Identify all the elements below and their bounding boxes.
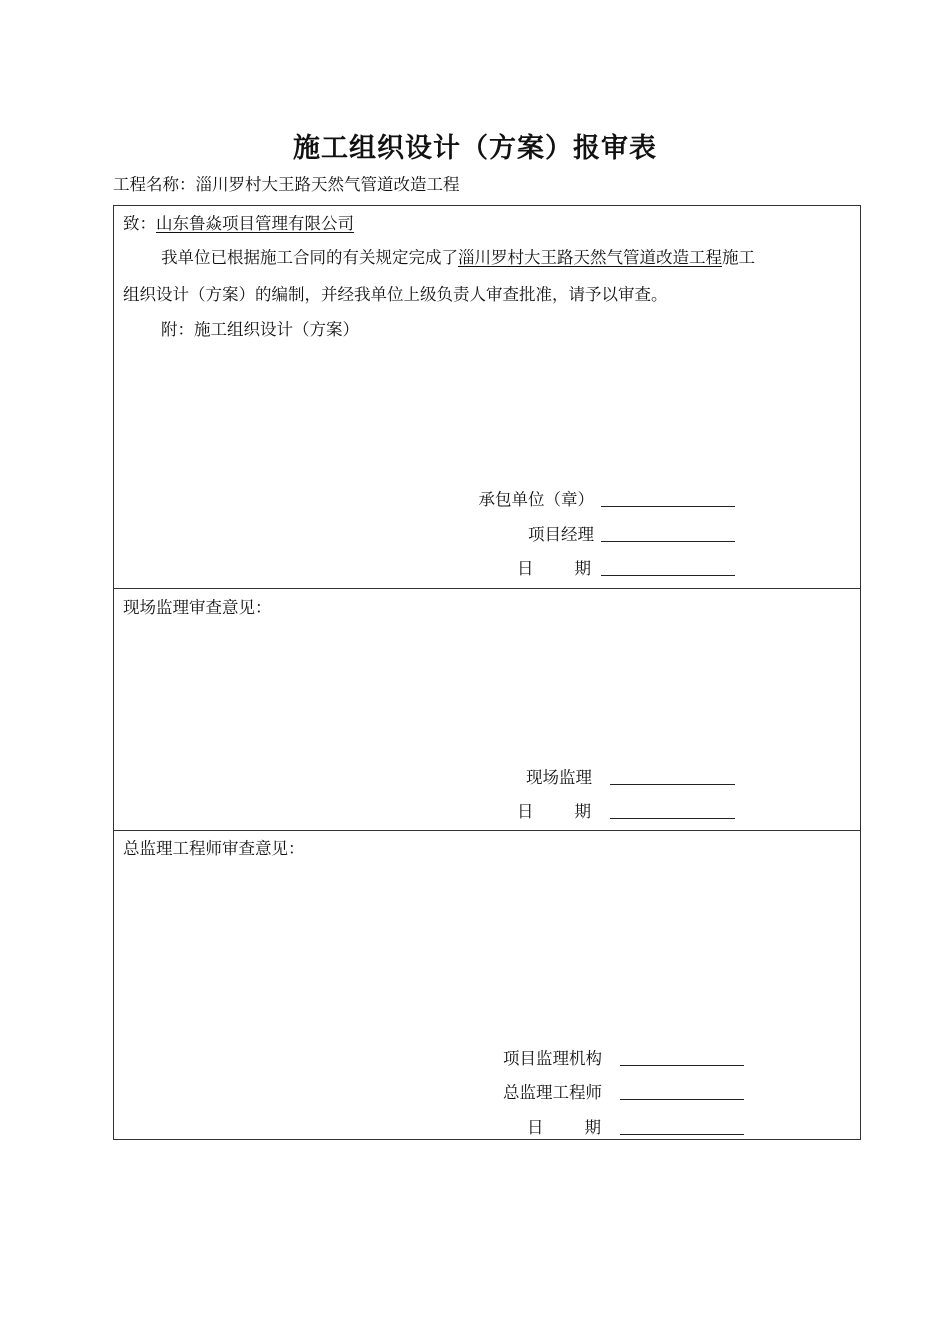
review-form [113,205,861,1140]
date-line-2[interactable] [610,818,735,819]
contractor-label: 承包单位（章） [478,490,594,509]
to-company: 山东鲁焱项目管理有限公司 [156,214,354,233]
body-project-name: 淄川罗村大王路天然气管道改造工程 [458,248,722,267]
site-supervisor-heading: 现场监理审查意见： [123,598,272,617]
chief-engineer-label: 总监理工程师 [503,1083,602,1102]
body-line-1 [161,244,755,268]
project-label: 工程名称： [113,175,196,194]
body-text-end: 施工 [722,248,755,267]
manager-signature-line[interactable] [601,541,735,542]
submission-section [114,206,860,589]
date-label-2: 日 期 [517,802,591,821]
project-name-line [113,171,460,195]
site-supervisor-section [114,589,860,831]
page-title: 施工组织设计（方案）报审表 [293,133,657,164]
body-text-start: 我单位已根据施工合同的有关规定完成了 [161,248,458,267]
chief-engineer-signature-line[interactable] [620,1099,744,1100]
supervision-org-label: 项目监理机构 [503,1049,602,1068]
to-label: 致： [123,214,156,233]
attachment-line: 附：施工组织设计（方案） [161,320,359,339]
site-supervisor-signature-line[interactable] [610,784,735,785]
site-supervisor-label: 现场监理 [526,768,592,787]
body-line-2: 组织设计（方案）的编制，并经我单位上级负责人审查批准，请予以审查。 [123,285,668,304]
date-line-3[interactable] [620,1134,744,1135]
project-name: 淄川罗村大王路天然气管道改造工程 [195,175,460,194]
supervision-org-signature-line[interactable] [620,1065,744,1066]
manager-label: 项目经理 [528,525,594,544]
addressee-line [123,210,354,234]
date-label-3: 日 期 [527,1118,601,1137]
contractor-signature-line[interactable] [601,506,735,507]
chief-supervisor-section [114,831,860,1139]
date-label-1: 日 期 [517,559,591,578]
chief-supervisor-heading: 总监理工程师审查意见： [123,839,305,858]
date-line-1[interactable] [601,575,735,576]
